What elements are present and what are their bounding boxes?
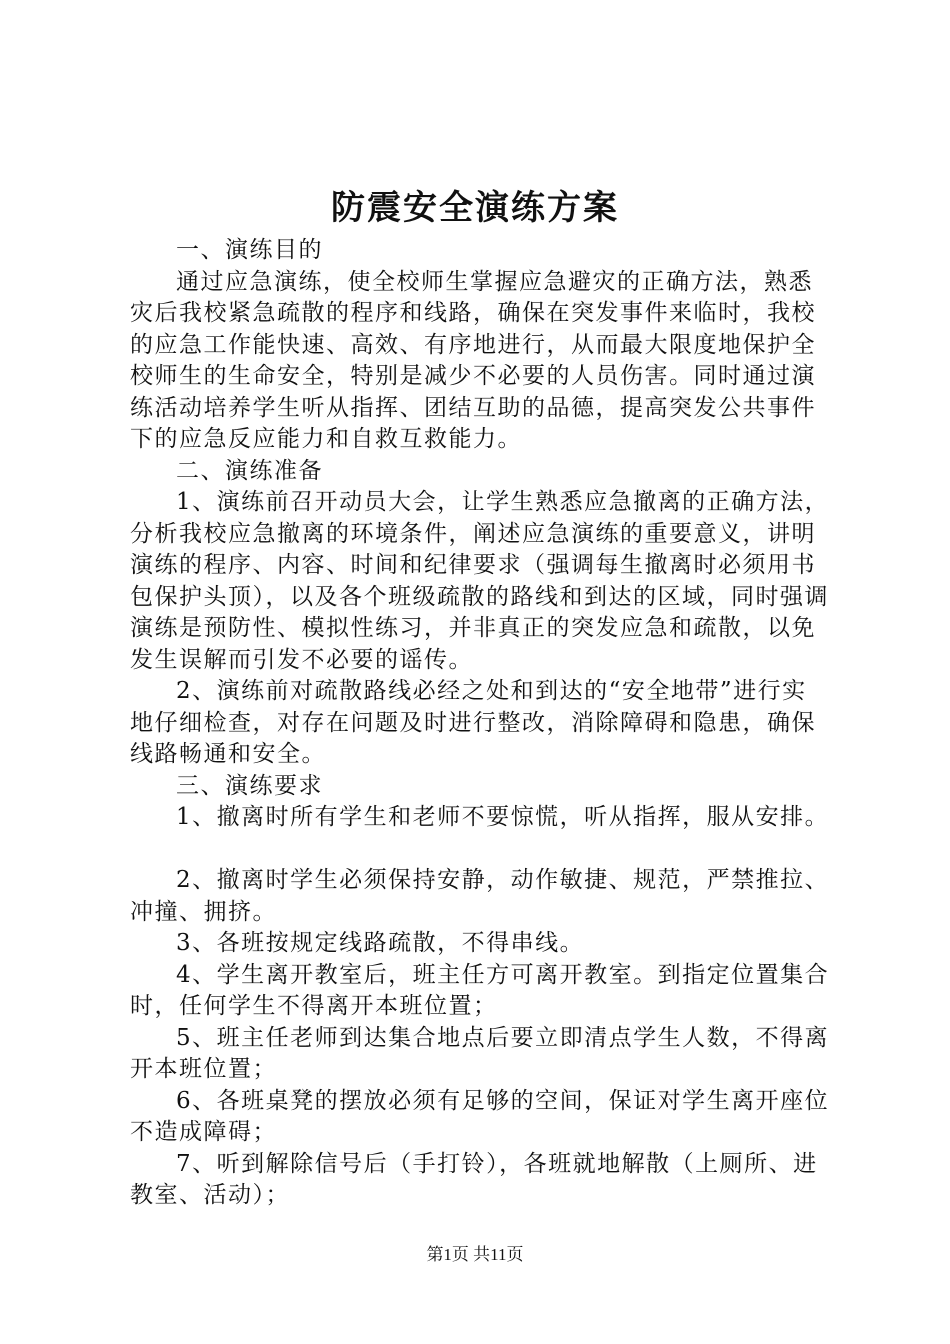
page-number: 第1页 共11页: [426, 1245, 524, 1264]
paragraph-requirement-7: 7、听到解除信号后（手打铃），各班就地解散（上厕所、进教室、活动）；: [130, 1150, 818, 1208]
blank-line: [130, 834, 830, 866]
paragraph-preparation-2: 2、演练前对疏散路线必经之处和到达的“安全地带”进行实地仔细检查，对存在问题及时进行整改，消除障碍和隐患，确保线路畅通和安全。: [130, 678, 816, 767]
section-heading-preparation: 二、演练准备: [176, 457, 323, 484]
paragraph-preparation-1: 1、演练前召开动员大会，让学生熟悉应急撤离的正确方法，分析我校应急撤离的环境条件，阐述应急演练的重要意义，讲明演练的程序、内容、时间和纪律要求（强调每生撤离时必须用书包保护头顶），以及各个班级疏散的路线和到达的区域，同时强调演练是预防性、模拟性练习，并非真正的突发应急和疏散，以免发生误解而引发不必要的谣传。: [130, 489, 830, 673]
paragraph-requirement-2: 2、撤离时学生必须保持安静，动作敏捷、规范，严禁推拉、冲撞、拥挤。: [130, 867, 830, 925]
document-body: [130, 235, 830, 1212]
paragraph-requirement-3: 3、各班按规定线路疏散，不得串线。: [176, 930, 585, 956]
section-heading-purpose: 一、演练目的: [176, 237, 323, 263]
paragraph-requirement-5: 5、班主任老师到达集合地点后要立即清点学生人数，不得离开本班位置；: [130, 1024, 830, 1082]
paragraph-requirement-4: 4、学生离开教室后，班主任方可离开教室。到指定位置集合时，任何学生不得离开本班位置；: [130, 961, 830, 1019]
paragraph-requirement-1: 1、撤离时所有学生和老师不要惊慌，听从指挥，服从安排。: [176, 804, 830, 830]
section-heading-requirements: 三、演练要求: [176, 772, 323, 799]
paragraph-requirement-6: 6、各班桌凳的摆放必须有足够的空间，保证对学生离开座位不造成障碍；: [130, 1087, 830, 1145]
paragraph-purpose: 通过应急演练，使全校师生掌握应急避灾的正确方法，熟悉灾后我校紧急疏散的程序和线路，确保在突发事件来临时，我校的应急工作能快速、高效、有序地进行，从而最大限度地保护全校师生的生命安全，特别是减少不必要的人员伤害。同时通过演练活动培养学生听从指挥、团结互助的品德，提高突发公共事件下的应急反应能力和自救互救能力。: [130, 268, 816, 452]
document-title: 防震安全演练方案: [331, 188, 619, 228]
